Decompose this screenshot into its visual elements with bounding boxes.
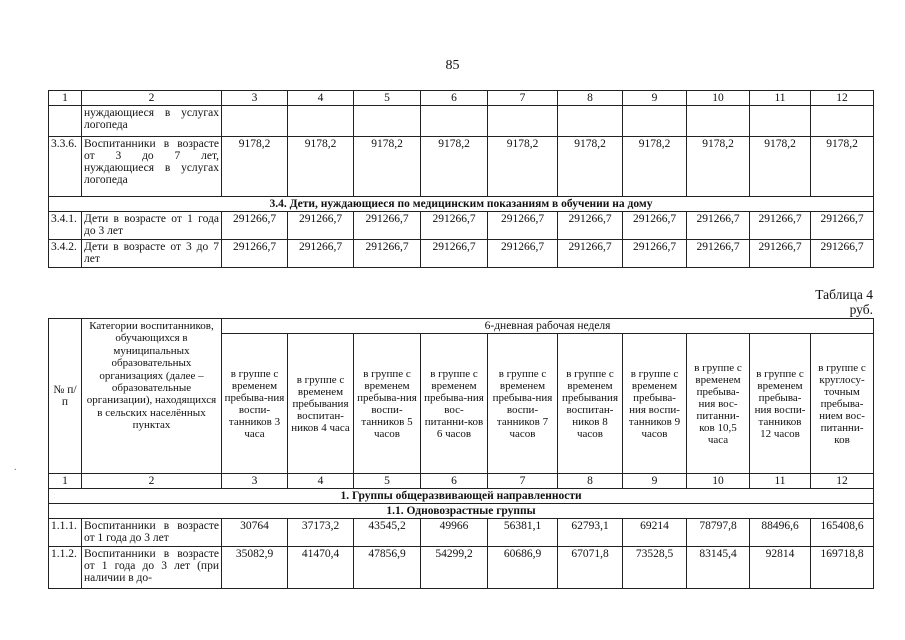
cell-value: 43545,2 <box>354 519 421 547</box>
col-num: 9 <box>623 91 687 106</box>
header-week: 6-дневная рабочая неделя <box>222 319 874 334</box>
col-num: 1 <box>49 474 82 489</box>
cell-value: 9178,2 <box>354 137 421 197</box>
header-row <box>49 319 874 334</box>
row-label: Воспитанники в возрасте от 3 до 7 лет, нуждающиеся в услугах логопеда <box>82 137 222 197</box>
col-num: 7 <box>488 474 558 489</box>
subheader: в группе с круглосу-точным пребыва-нием вос-питанни-ков <box>811 334 874 474</box>
cell-value: 291266,7 <box>623 212 687 240</box>
cell-value: 9178,2 <box>623 137 687 197</box>
table-row <box>49 137 874 197</box>
cell-value: 291266,7 <box>558 212 623 240</box>
col-num: 10 <box>687 91 750 106</box>
subheader: в группе с временем пребыва-ния воспи-танников 7 часов <box>488 334 558 474</box>
col-num: 2 <box>82 474 222 489</box>
cell-value: 73528,5 <box>623 547 687 589</box>
cell-value: 291266,7 <box>750 212 811 240</box>
cell-value: 291266,7 <box>288 240 354 268</box>
col-num: 1 <box>49 91 82 106</box>
col-num: 5 <box>354 91 421 106</box>
table-row <box>49 106 874 137</box>
cell-value: 291266,7 <box>354 240 421 268</box>
cell-value: 291266,7 <box>421 240 488 268</box>
col-num: 4 <box>288 91 354 106</box>
subheader: в группе с временем пребыва-ния вос-питанни-ков 10,5 часа <box>687 334 750 474</box>
subheader: в группе с временем пребыва-ния воспи-танников 9 часов <box>623 334 687 474</box>
cell-value: 9178,2 <box>750 137 811 197</box>
tariff-table-4 <box>48 318 874 589</box>
page-number: 85 <box>445 58 460 73</box>
section-row <box>49 197 874 212</box>
col-num: 11 <box>750 91 811 106</box>
cell-value: 56381,1 <box>488 519 558 547</box>
cell-value: 49966 <box>421 519 488 547</box>
cell-value: 83145,4 <box>687 547 750 589</box>
row-label: нуждающиеся в услугах логопеда <box>82 106 222 137</box>
cell-value: 9178,2 <box>288 137 354 197</box>
row-label: Дети в возрасте от 1 года до 3 лет <box>82 212 222 240</box>
cell-value: 9178,2 <box>811 137 874 197</box>
col-num: 8 <box>558 474 623 489</box>
cell-value: 30764 <box>222 519 288 547</box>
cell-value: 69214 <box>623 519 687 547</box>
table-row <box>49 519 874 547</box>
row-number: 3.4.1. <box>49 212 82 240</box>
column-number-row <box>49 474 874 489</box>
subsection-heading: 1.1. Одновозрастные группы <box>49 504 874 519</box>
cell-value: 9178,2 <box>222 137 288 197</box>
cell-value: 169718,8 <box>811 547 874 589</box>
table-row <box>49 240 874 268</box>
cell-value: 9178,2 <box>687 137 750 197</box>
cell-value: 291266,7 <box>687 212 750 240</box>
col-num: 2 <box>82 91 222 106</box>
row-label: Воспитанники в возрасте от 1 года до 3 лет <box>82 519 222 547</box>
col-num: 11 <box>750 474 811 489</box>
section-heading: 1. Группы общеразвивающей направленности <box>49 489 874 504</box>
section-row <box>49 489 874 504</box>
col-num: 3 <box>222 91 288 106</box>
col-num: 9 <box>623 474 687 489</box>
cell-value: 291266,7 <box>623 240 687 268</box>
cell-value: 9178,2 <box>421 137 488 197</box>
cell-value: 9178,2 <box>558 137 623 197</box>
cell-value: 67071,8 <box>558 547 623 589</box>
col-num: 3 <box>222 474 288 489</box>
col-num: 4 <box>288 474 354 489</box>
table-row <box>49 212 874 240</box>
row-label: Дети в возрасте от 3 до 7 лет <box>82 240 222 268</box>
col-num: 8 <box>558 91 623 106</box>
column-number-row <box>49 91 874 106</box>
section-row <box>49 504 874 519</box>
subheader: в группе с временем пребыва-ния вос-питанни-ков 6 часов <box>421 334 488 474</box>
row-label: Воспитанники в возрасте от 1 года до 3 лет (при наличии в до- <box>82 547 222 589</box>
cell-value: 291266,7 <box>811 240 874 268</box>
subheader: в группе с временем пребыва-ния воспи-танников 12 часов <box>750 334 811 474</box>
col-num: 12 <box>811 91 874 106</box>
cell-value: 41470,4 <box>288 547 354 589</box>
col-num: 10 <box>687 474 750 489</box>
cell-value: 78797,8 <box>687 519 750 547</box>
col-num: 5 <box>354 474 421 489</box>
row-number: 1.1.1. <box>49 519 82 547</box>
cell-value: 54299,2 <box>421 547 488 589</box>
cell-value: 62793,1 <box>558 519 623 547</box>
col-num: 6 <box>421 91 488 106</box>
col-num: 7 <box>488 91 558 106</box>
cell-value: 47856,9 <box>354 547 421 589</box>
cell-value: 37173,2 <box>288 519 354 547</box>
row-number: 1.1.2. <box>49 547 82 589</box>
table-row <box>49 547 874 589</box>
cell-value: 291266,7 <box>488 212 558 240</box>
cell-value: 291266,7 <box>558 240 623 268</box>
cell-value: 291266,7 <box>222 240 288 268</box>
cell-value: 291266,7 <box>488 240 558 268</box>
cell-value: 60686,9 <box>488 547 558 589</box>
cell-value: 291266,7 <box>222 212 288 240</box>
header-category: Категории воспитанников, обучающихся в муниципальных образовательных организациях (далее – образовательные организации), находящихся в сельских населённых пунктах <box>82 319 222 474</box>
cell-value: 9178,2 <box>488 137 558 197</box>
cell-value: 88496,6 <box>750 519 811 547</box>
row-number: 3.3.6. <box>49 137 82 197</box>
header-num: № п/п <box>49 319 82 474</box>
subheader: в группе с временем пребывания воспитан-ников 8 часов <box>558 334 623 474</box>
cell-value: 35082,9 <box>222 547 288 589</box>
cell-value: 291266,7 <box>811 212 874 240</box>
col-num: 6 <box>421 474 488 489</box>
tariff-table-continued <box>48 90 874 268</box>
col-num: 12 <box>811 474 874 489</box>
table-caption <box>815 287 873 317</box>
cell-value: 165408,6 <box>811 519 874 547</box>
subheader: в группе с временем пребывания воспитан-ников 4 часа <box>288 334 354 474</box>
cell-value: 92814 <box>750 547 811 589</box>
cell-value: 291266,7 <box>288 212 354 240</box>
table-title: Таблица 4 <box>815 287 873 302</box>
currency-unit: руб. <box>849 302 873 317</box>
row-number: 3.4.2. <box>49 240 82 268</box>
cell-value: 291266,7 <box>750 240 811 268</box>
subheader: в группе с временем пребыва-ния воспи-танников 5 часов <box>354 334 421 474</box>
subheader: в группе с временем пребыва-ния воспи-танников 3 часа <box>222 334 288 474</box>
section-heading: 3.4. Дети, нуждающиеся по медицинским показаниям в обучении на дому <box>49 197 874 212</box>
cell-value: 291266,7 <box>354 212 421 240</box>
cell-value: 291266,7 <box>687 240 750 268</box>
cell-value: 291266,7 <box>421 212 488 240</box>
scan-speck: . <box>14 462 17 473</box>
